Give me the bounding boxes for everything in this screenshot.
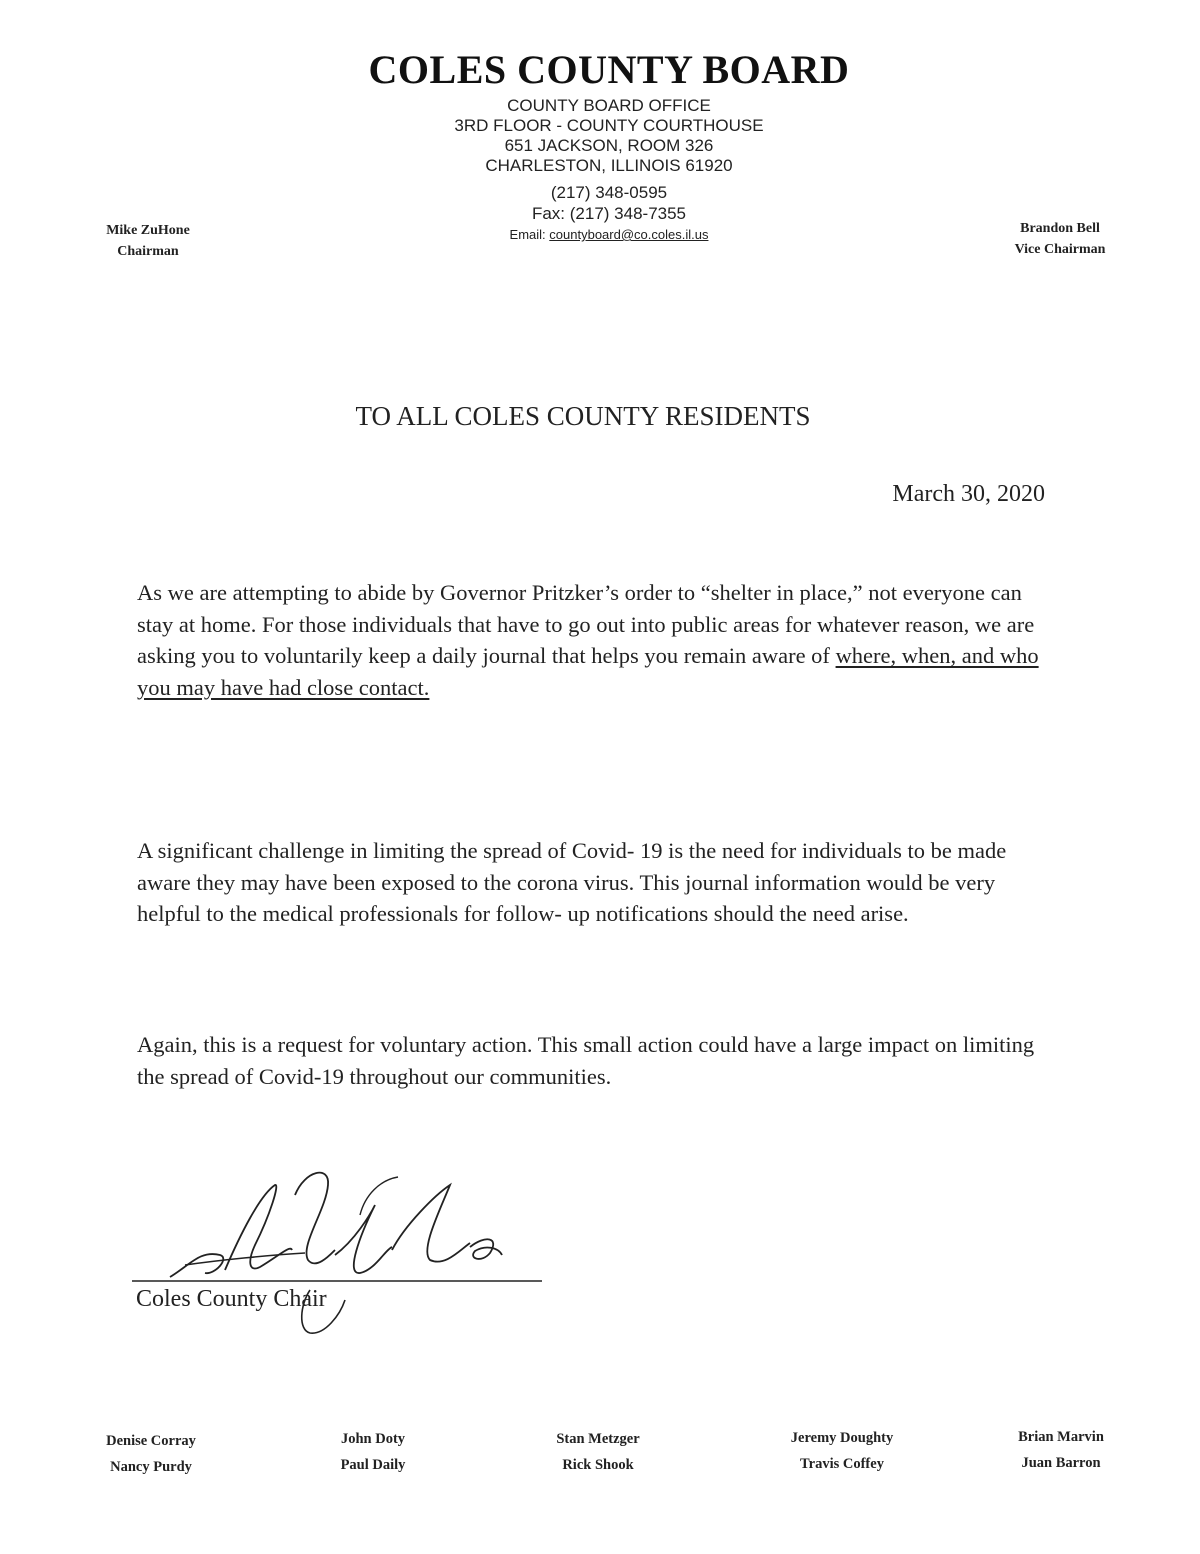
- letter-date: March 30, 2020: [892, 481, 1045, 507]
- board-member-name: Jeremy Doughty: [790, 1430, 894, 1446]
- office-floor: 3RD FLOOR - COUNTY COURTHOUSE: [454, 116, 764, 135]
- vice-chairman-title: Vice Chairman: [1014, 242, 1106, 257]
- board-member-column: [56, 1428, 246, 1480]
- letter-heading: TO ALL COLES COUNTY RESIDENTS: [355, 401, 811, 431]
- chairman-title: Chairman: [117, 244, 179, 259]
- office-street: 651 JACKSON, ROOM 326: [504, 136, 714, 155]
- board-member-column: [747, 1425, 937, 1477]
- office-phone: (217) 348-0595: [550, 183, 668, 202]
- paragraph-3: Again, this is a request for voluntary action. This small action could have a large impact on limiting the spread of Covid-19 throughout our communities.: [137, 1032, 1035, 1089]
- letterhead-title: COLES COUNTY BOARD: [368, 47, 850, 92]
- paragraph-1-text: As we are attempting to abide by Governor Pritzker’s order to “shelter in place,” not everyone can stay at home. For those individuals that have to go out into public areas for whatever reason, we are asking you to voluntarily keep a daily journal that helps you remain aware of: [137, 580, 1035, 668]
- chairman-block: [78, 220, 218, 262]
- board-member-column: [966, 1424, 1156, 1476]
- board-member-name: Paul Daily: [340, 1457, 406, 1473]
- board-member-name: Nancy Purdy: [110, 1459, 192, 1475]
- vice-chairman-name: Brandon Bell: [1020, 221, 1100, 236]
- board-member-name: Juan Barron: [1021, 1455, 1101, 1471]
- office-fax: Fax: (217) 348-7355: [531, 204, 687, 223]
- email-label: Email:: [509, 227, 546, 242]
- email-link[interactable]: countyboard@co.coles.il.us: [549, 227, 709, 242]
- board-member-column: [278, 1426, 468, 1478]
- paragraph-2: A significant challenge in limiting the spread of Covid- 19 is the need for individuals to be made aware they may have been exposed to the corona virus. This journal information would be very helpful to the medical professionals for follow- up notifications should the need arise.: [137, 838, 1007, 926]
- signature-title: Coles County Chair: [136, 1286, 327, 1312]
- paragraph-1-underlined: where, when, and who you may have had close contact.: [137, 643, 1039, 700]
- office-city: CHARLESTON, ILLINOIS 61920: [485, 156, 733, 175]
- vice-chairman-block: [990, 218, 1130, 260]
- board-member-name: Travis Coffey: [800, 1456, 884, 1472]
- chairman-name: Mike ZuHone: [106, 223, 190, 238]
- board-member-column: [503, 1426, 693, 1478]
- board-member-name: John Doty: [340, 1431, 406, 1447]
- board-member-name: Denise Corray: [106, 1433, 196, 1449]
- paragraph-1: [137, 577, 1057, 703]
- board-member-name: Brian Marvin: [1018, 1429, 1104, 1445]
- signature-image: [130, 1155, 550, 1345]
- office-name: COUNTY BOARD OFFICE: [507, 96, 711, 115]
- board-member-name: Stan Metzger: [556, 1431, 640, 1447]
- board-member-name: Rick Shook: [562, 1457, 634, 1473]
